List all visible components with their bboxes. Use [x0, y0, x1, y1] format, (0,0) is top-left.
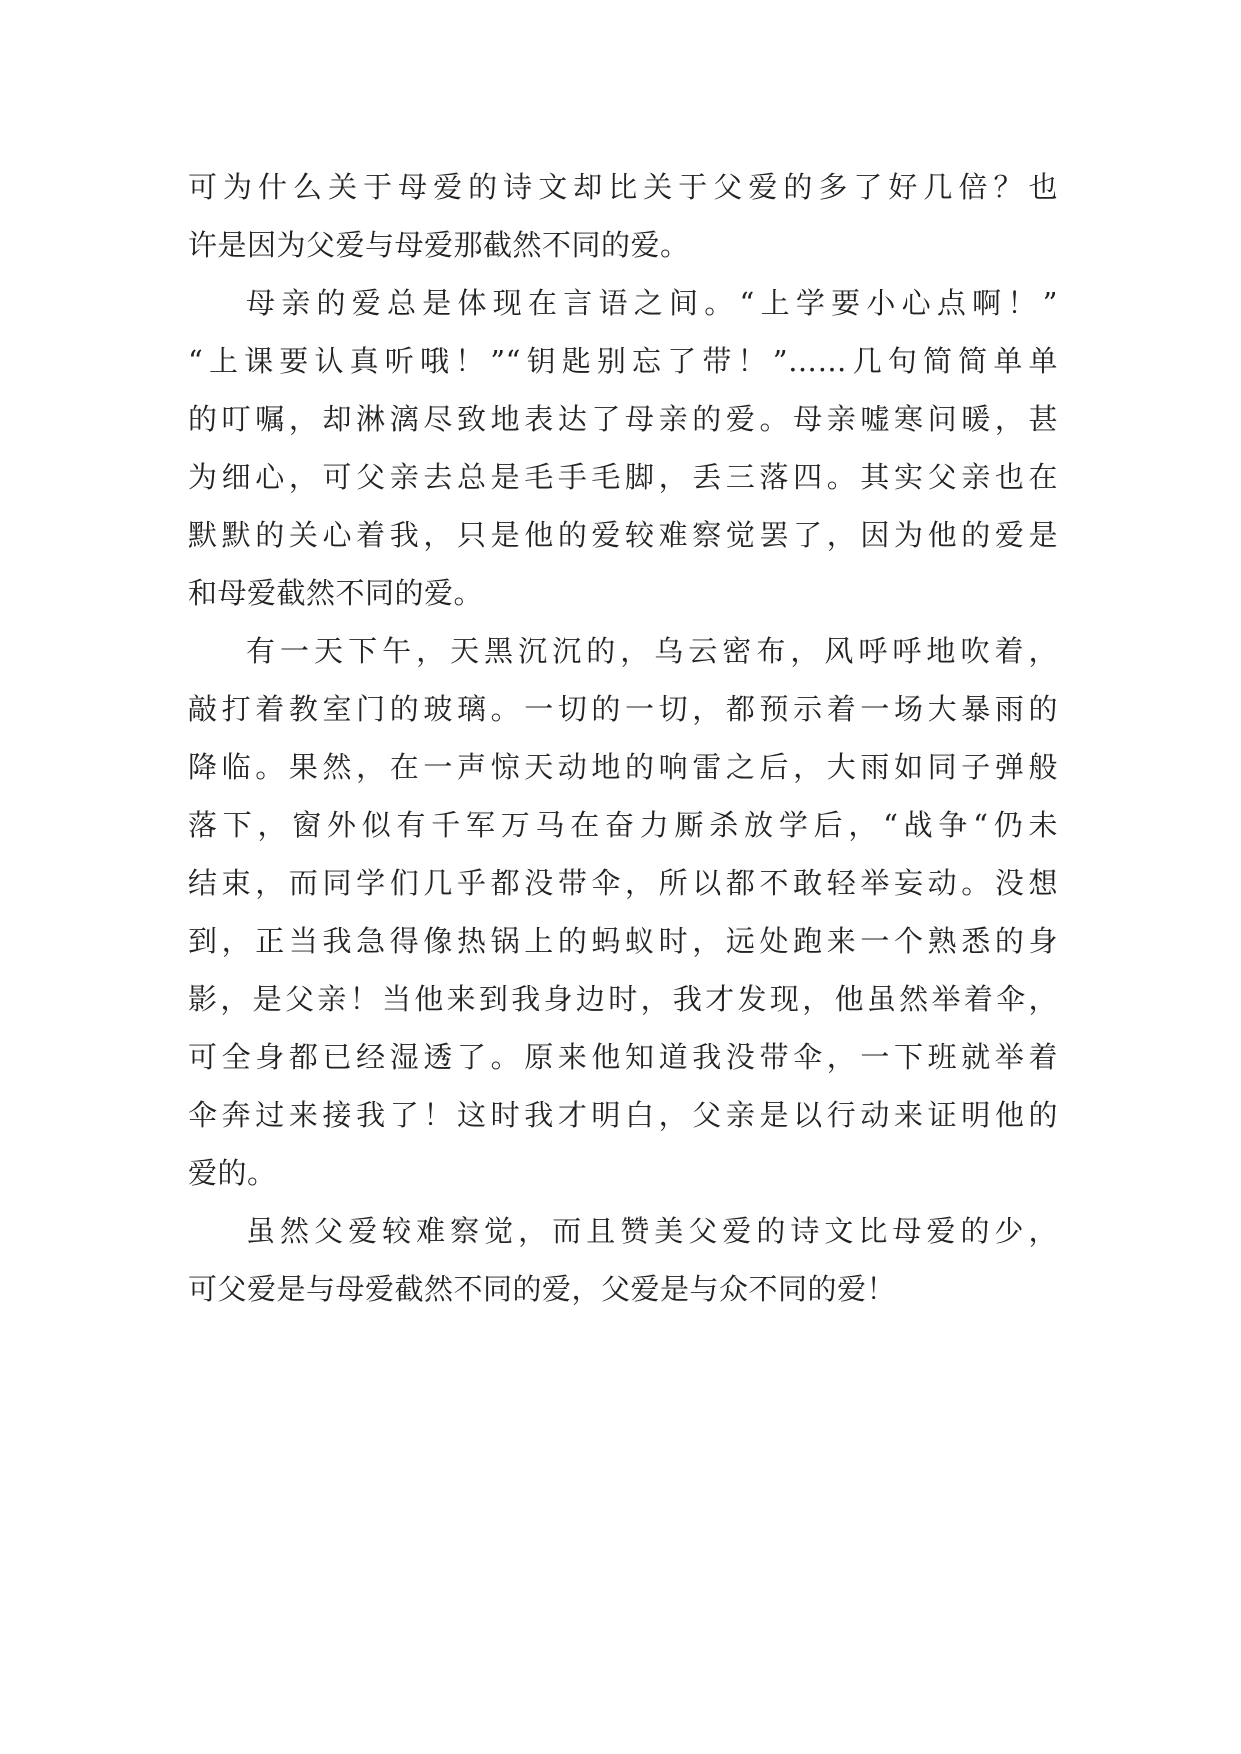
paragraph-first-line: 有一天下午，天黑沉沉的，乌云密布，风呼呼地吹着，	[246, 634, 1058, 668]
text-line: 和母爱截然不同的爱。	[188, 576, 484, 610]
text-line: 敲打着教室门的玻璃。一切的一切，都预示着一场大暴雨的	[188, 692, 1058, 726]
text-line: 爱的。	[188, 1156, 277, 1190]
text-line: 到，正当我急得像热锅上的蚂蚁时，远处跑来一个熟悉的身	[188, 924, 1058, 958]
text-line: 的叮嘱，却淋漓尽致地表达了母亲的爱。母亲嘘寒问暖，甚	[188, 402, 1058, 436]
text-line: 可为什么关于母爱的诗文却比关于父爱的多了好几倍？也	[188, 170, 1058, 204]
text-line: 结束，而同学们几乎都没带伞，所以都不敢轻举妄动。没想	[188, 866, 1058, 900]
document-body	[188, 158, 1058, 1318]
paragraph-first-line: 虽然父爱较难察觉，而且赞美父爱的诗文比母爱的少，	[246, 1214, 1058, 1248]
text-line: 可全身都已经湿透了。原来他知道我没带伞，一下班就举着	[188, 1040, 1058, 1074]
text-line: 降临。果然，在一声惊天动地的响雷之后，大雨如同子弹般	[188, 750, 1058, 784]
text-line: “上课要认真听哦！”“钥匙别忘了带！”……几句简简单单	[188, 344, 1058, 378]
text-line: 可父爱是与母爱截然不同的爱，父爱是与众不同的爱！	[188, 1272, 897, 1306]
text-line: 影，是父亲！当他来到我身边时，我才发现，他虽然举着伞，	[188, 982, 1058, 1016]
text-line: 伞奔过来接我了！这时我才明白，父亲是以行动来证明他的	[188, 1098, 1058, 1132]
text-line: 为细心，可父亲去总是毛手毛脚，丢三落四。其实父亲也在	[188, 460, 1058, 494]
text-line: 默默的关心着我，只是他的爱较难察觉罢了，因为他的爱是	[188, 518, 1058, 552]
text-line: 落下，窗外似有千军万马在奋力厮杀放学后，“战争“仍未	[188, 808, 1058, 842]
paragraph-first-line: 母亲的爱总是体现在言语之间。“上学要小心点啊！”	[246, 286, 1058, 320]
text-line: 许是因为父爱与母爱那截然不同的爱。	[188, 228, 690, 262]
